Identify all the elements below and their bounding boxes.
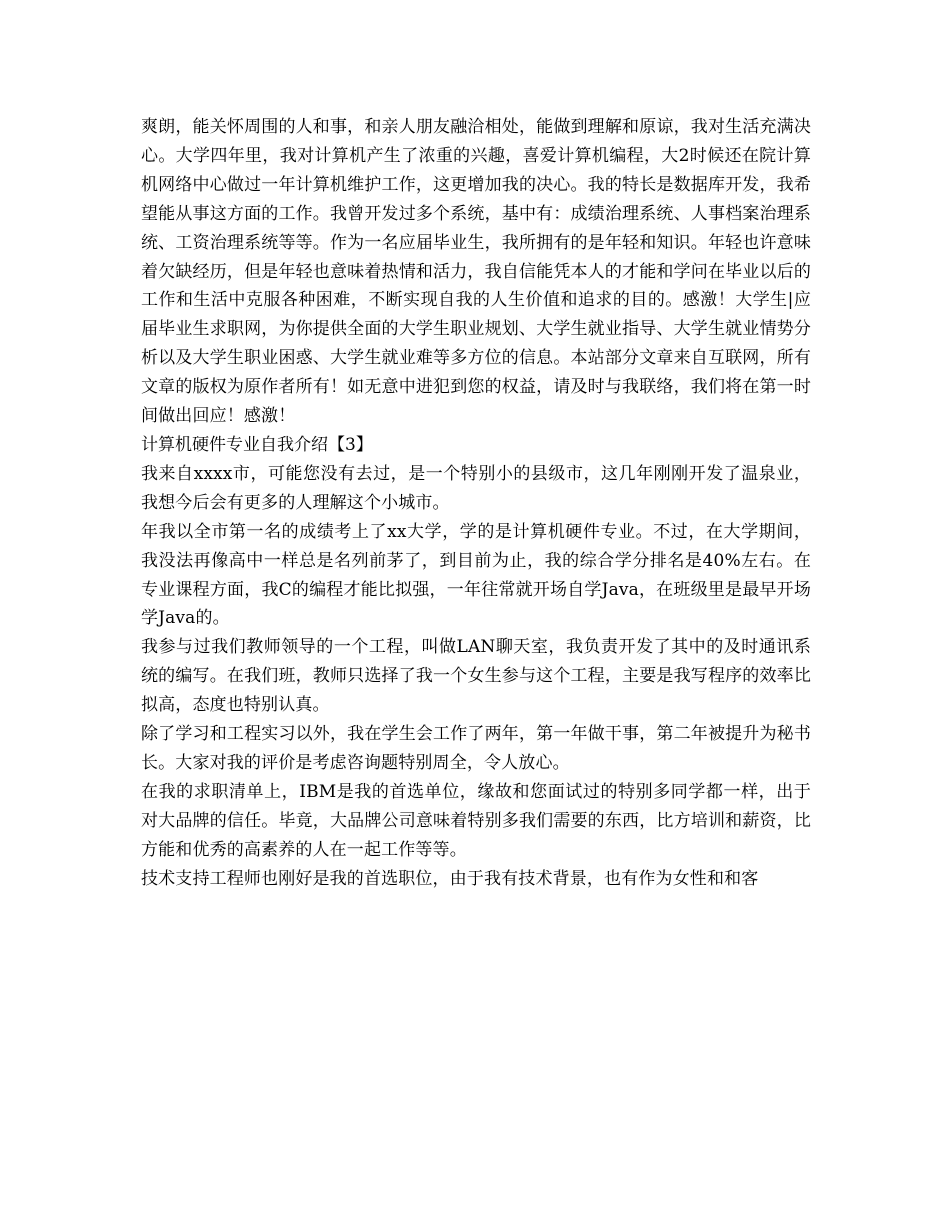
paragraph-job-choice: 在我的求职清单上，IBM是我的首选单位，缘故和您面试过的特别多同学都一样，出于对大品牌的信任。毕竟，大品牌公司意味着特别多我们需要的东西，比方培训和薪资，比方能和优秀的高素养的人在一起工作等等。 [141, 781, 811, 860]
section-heading: 计算机硬件专业自我介绍【3】 [141, 434, 373, 455]
paragraph-university: 年我以全市第一名的成绩考上了xx大学，学的是计算机硬件专业。不过，在大学期间，我没法再像高中一样总是名列前茅了，到目前为止，我的综合学分排名是40%左右。在专业课程方面，我C的编程才能比拟强，一年往常就开场自学Java，在班级里是最早开场学Java的。 [141, 521, 811, 629]
paragraph-position: 技术支持工程师也刚好是我的首选职位，由于我有技术背景，也有作为女性和和客 [141, 868, 759, 889]
paragraph-hometown: 我来自xxxx市，可能您没有去过，是一个特别小的县级市，这几年刚刚开发了温泉业，我想今后会有更多的人理解这个小城市。 [141, 463, 811, 513]
paragraph-project: 我参与过我们教师领导的一个工程，叫做LAN聊天室，我负责开发了其中的及时通讯系统的编写。在我们班，教师只选择了我一个女生参与这个工程，主要是我写程序的效率比拟高，态度也特别认真。 [141, 637, 811, 716]
paragraph-student-union: 除了学习和工程实习以外，我在学生会工作了两年，第一年做干事，第二年被提升为秘书长。大家对我的评价是考虑咨询题特别周全，令人放心。 [141, 724, 811, 773]
paragraph-intro-continued: 爽朗，能关怀周围的人和事，和亲人朋友融洽相处，能做到理解和原谅，我对生活充满决心。大学四年里，我对计算机产生了浓重的兴趣，喜爱计算机编程，大2时候还在院计算机网络中心做过一年计算机维护工作，这更增加我的决心。我的特长是数据库开发，我希望能从事这方面的工作。我曾开发过多个系统，基中有：成绩治理系统、人事档案治理系统、工资治理系统等等。作为一名应届毕业生，我所拥有的是年轻和知识。年轻也许意味着欠缺经历，但是年轻也意味着热情和活力，我自信能凭本人的才能和学问在毕业以后的工作和生活中克服各种困难，不断实现自我的人生价值和追求的目的。感激！大学生|应届毕业生求职网，为你提供全面的大学生职业规划、大学生就业指导、大学生就业情势分析以及大学生职业困惑、大学生就业难等多方位的信息。本站部分文章来自互联网，所有文章的版权为原作者所有！如无意中进犯到您的权益，请及时与我联络，我们将在第一时间做出回应！感激！ [141, 117, 811, 427]
document-page [141, 113, 811, 893]
